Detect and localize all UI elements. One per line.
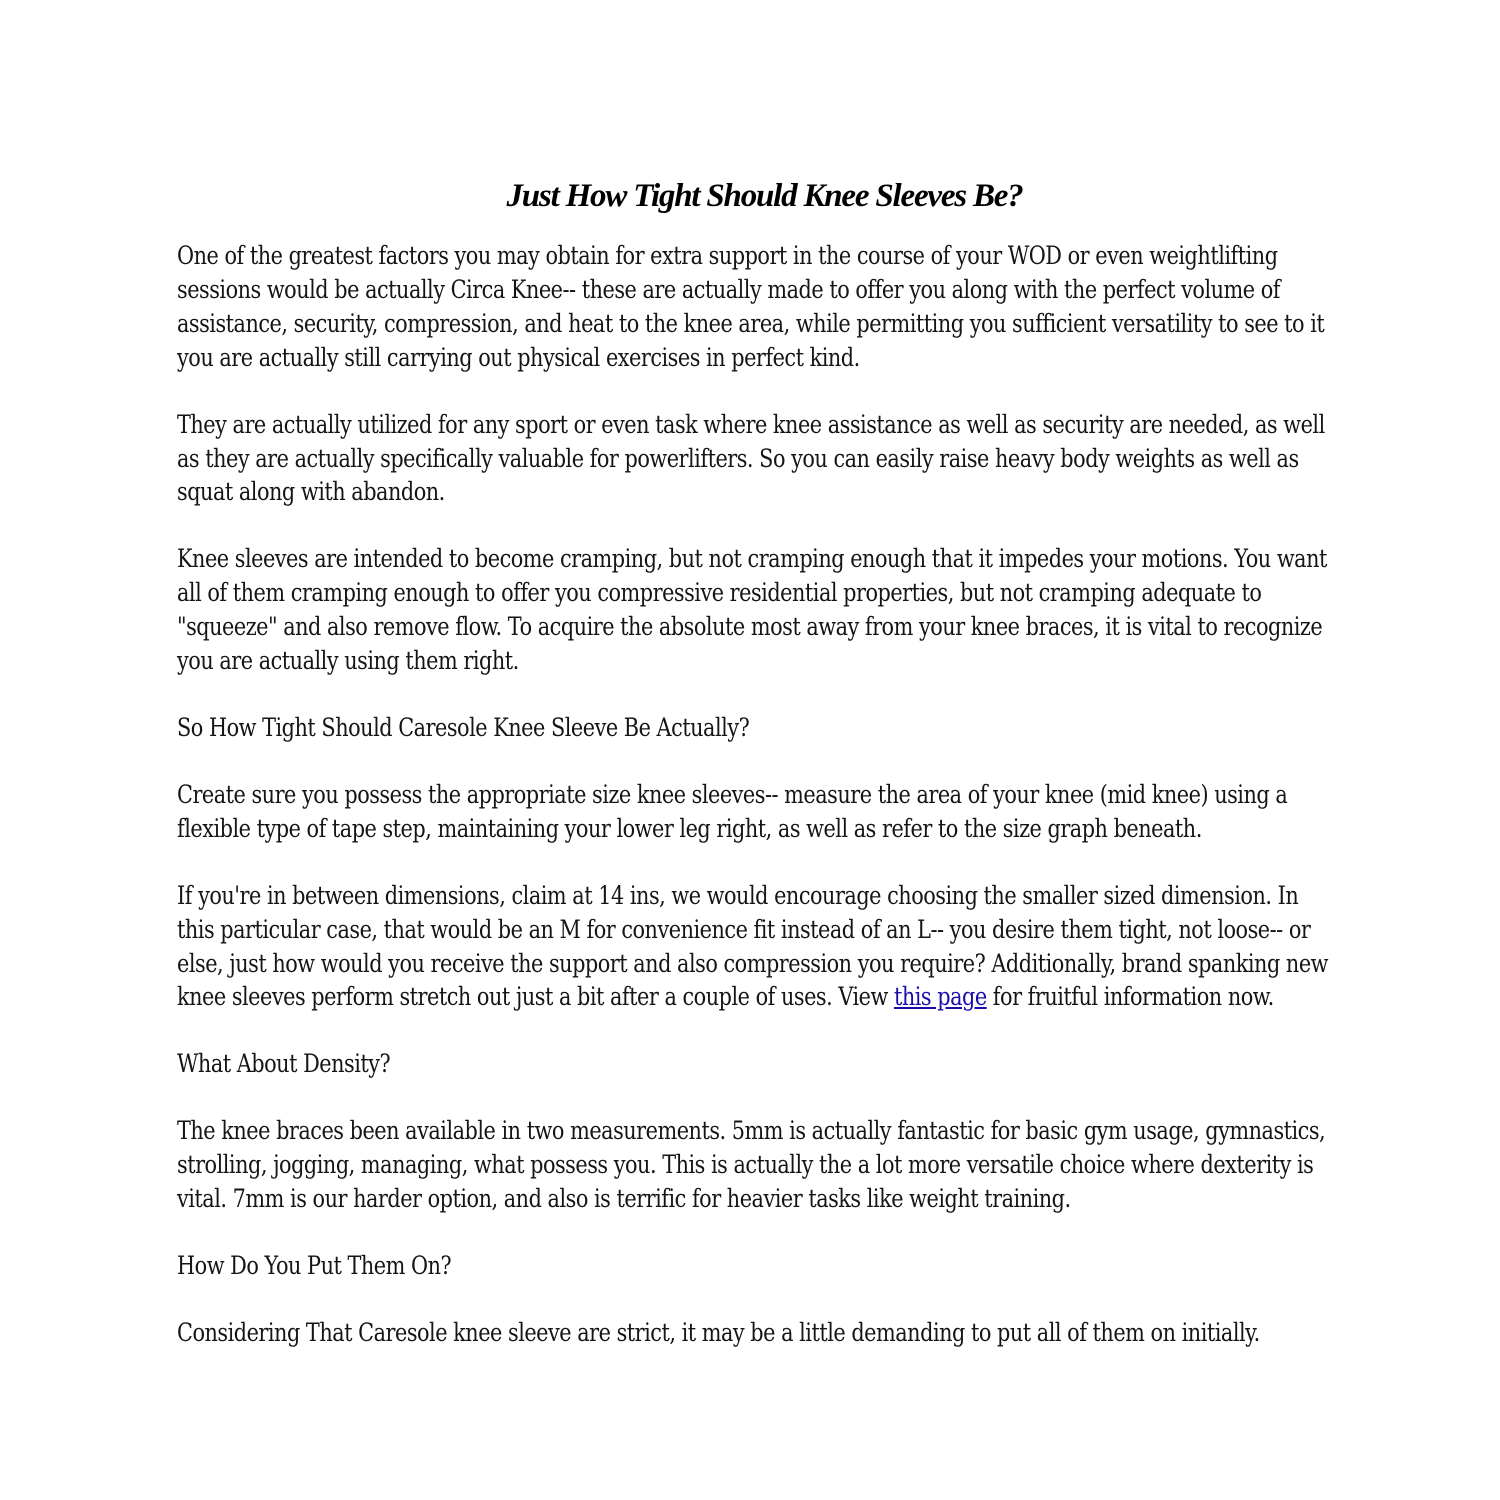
section-heading-put-on: How Do You Put Them On? (177, 1249, 452, 1280)
document-title: Just How Tight Should Knee Sleeves Be? (506, 178, 1023, 214)
this-page-link[interactable]: this page (893, 981, 987, 1012)
paragraph-usage: They are actually utilized for any sport or even task where knee assistance as well as security are needed, as well as they are actually specifically valuable for powerlifters. So you can easily raise heavy body weights as well as squat along with abandon. (177, 408, 1325, 507)
paragraph-intro: One of the greatest factors you may obtain for extra support in the course of your WOD or even weightlifting sessions would be actually Circa Knee-- these are actually made to offer you along with the perfect volume of assistance, security, compression, and heat to the knee area, while permitting you sufficient versatility to see to it you are actually still carrying out physical exercises in perfect kind. (177, 240, 1325, 372)
paragraph-tightness: Knee sleeves are intended to become cramping, but not cramping enough that it impedes your motions. You want all of them cramping enough to offer you compressive residential properties, but not cramping adequate to "squeeze" and also remove flow. To acquire the absolute most away from your knee braces, it is vital to recognize you are actually using them right. (177, 543, 1327, 676)
section-heading-density: What About Density? (177, 1048, 391, 1079)
paragraph-put-on: Considering That Caresole knee sleeve are strict, it may be a little demanding to put all of them on initially. (177, 1316, 1260, 1347)
paragraph-sizing: Create sure you possess the appropriate size knee sleeves-- measure the area of your knee (mid knee) using a flexible type of tape step, maintaining your lower leg right, as well as refer to the size graph beneath. (177, 778, 1288, 843)
paragraph-density: The knee braces been available in two measurements. 5mm is actually fantastic for basic gym usage, gymnastics, strolling, jogging, managing, what possess you. This is actually the a lot more versatile choice where dexterity is vital. 7mm is our harder option, and also is terrific for heavier tasks like weight training. (177, 1115, 1326, 1214)
paragraph-between-sizes-tail: for fruitful information now. (986, 981, 1274, 1012)
paragraph-between-sizes (177, 879, 1337, 1015)
section-heading-tightness: So How Tight Should Caresole Knee Sleeve Be Actually? (177, 711, 750, 742)
paragraph-between-sizes-text: If you're in between dimensions, claim at 14 ins, we would encourage choosing the smaller sized dimension. In this particular case, that would be an M for convenience fit instead of an L-- you desire them tight, not loose-- or else, just how would you receive the support and also compression you require? Additionally, brand spanking new knee sleeves perform stretch out just a bit after a couple of uses. View (177, 879, 1328, 1012)
document-body (177, 172, 1337, 1383)
